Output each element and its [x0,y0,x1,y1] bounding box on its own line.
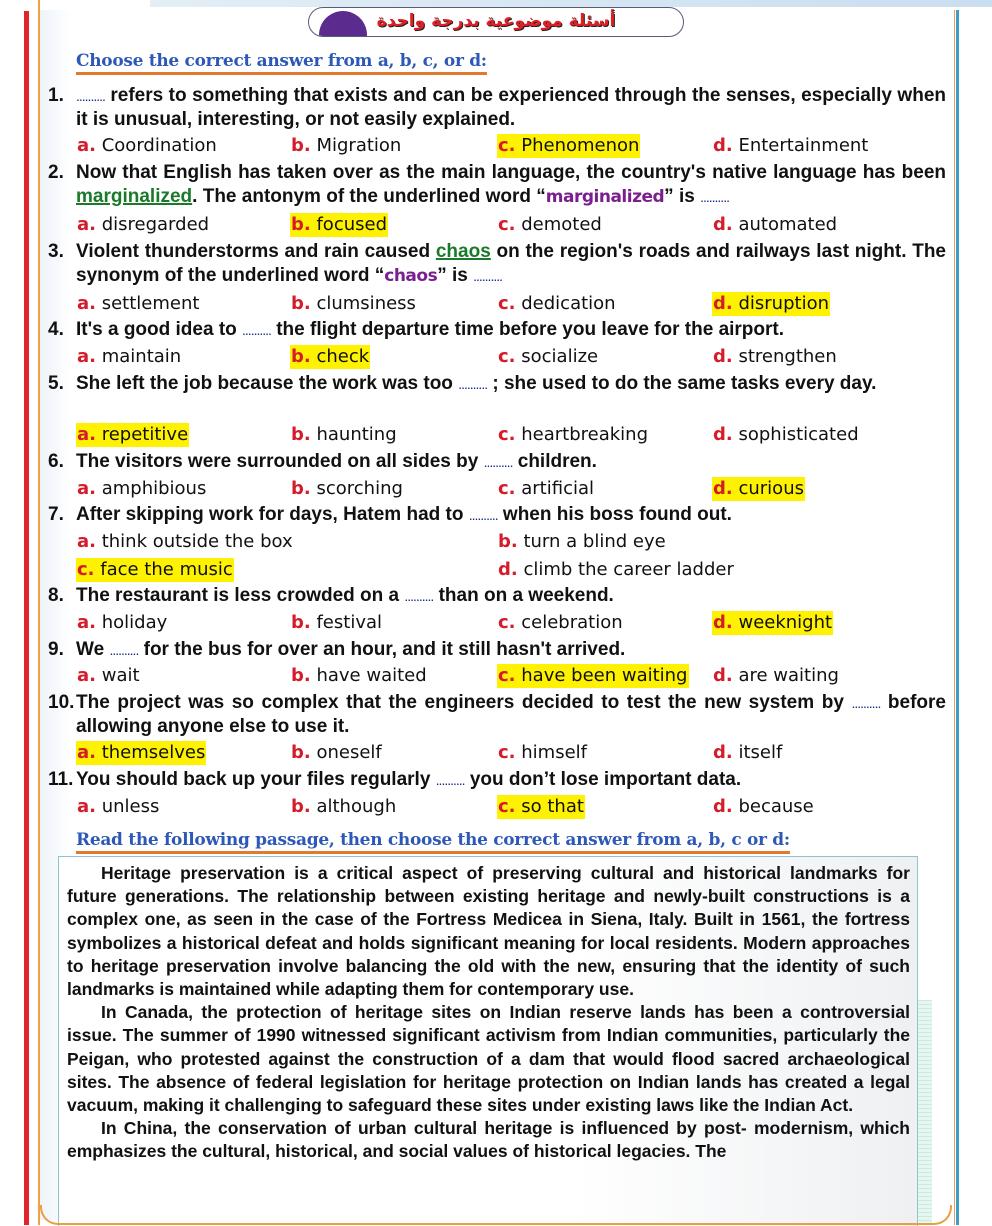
q8-option-a[interactable] [76,611,168,635]
underlined-word: chaos [435,241,491,262]
option-text: settlement [101,293,200,314]
option-text: face the music [100,559,233,580]
passage-paragraph-1: Heritage preservation is a critical aspect of preserving cultural and historical landmarks for future generations. The relationship between existing heritage and newly-built constructions is a complex one, as seen in the case of the Fortress Medicea in Siena, Italy. Built in 1561, the fortress symbolizes a historical defeat and holds significant meaning for local residents. Modern approaches to heritage preservation involve balancing the old with the new, ensuring that the identity of such landmarks is maintained while adapting them for contemporary use. [67,863,910,1000]
option-text: celebration [521,612,623,633]
option-text: Coordination [101,135,217,156]
q8-option-d-correct[interactable] [712,611,833,635]
option-letter: a. [77,612,96,633]
option-letter: a. [77,135,96,156]
right-blue-margin-bar [956,10,959,1225]
question-text-part: than on a weekend. [433,585,614,606]
option-letter: a. [77,742,96,763]
option-letter: c. [498,135,516,156]
q11-option-d[interactable] [712,795,815,819]
option-text: clumsiness [316,293,416,314]
question-text-part: before allowing anyone else to use it. [76,692,946,737]
option-letter: d. [713,796,733,817]
option-text: artificial [521,478,595,499]
question-6 [48,450,946,474]
option-text: curious [738,478,804,499]
option-letter: a. [77,214,96,235]
option-text: weeknight [738,612,833,633]
page-title-banner [308,7,684,37]
q4-option-b-correct[interactable] [290,345,370,369]
option-text: heartbreaking [521,424,649,445]
q1-option-b[interactable] [290,134,402,158]
underlined-word: marginalized [76,186,193,207]
question-text [76,161,946,209]
option-letter: d. [713,424,733,445]
q6-option-b[interactable] [290,477,404,501]
option-letter: c. [498,665,516,686]
question-9 [48,638,946,662]
question-text-part: you don’t lose important data. [464,769,742,790]
option-text: wait [101,665,140,686]
question-text-part: when his boss found out. [497,504,732,525]
question-text-part: . The antonym of the underlined word “ [192,186,546,207]
question-text-part: Now that English has taken over as the main language, the country's native language has been [76,162,946,183]
quoted-word: marginalized [545,187,665,207]
option-letter: a. [77,478,96,499]
option-text: check [316,346,370,367]
option-text: repetitive [101,424,189,445]
q1-option-a[interactable] [76,134,218,158]
q9-option-c-correct[interactable] [497,664,689,688]
option-letter: b. [291,346,311,367]
q10-option-d[interactable] [712,741,783,765]
option-letter: a. [77,424,96,445]
option-letter: c. [498,796,516,817]
answer-blank: .......... [851,695,881,711]
option-text: socialize [521,346,599,367]
option-letter: d. [713,665,733,686]
q7-option-d[interactable] [497,558,735,582]
question-3 [48,240,946,288]
right-orange-rule [954,10,955,1225]
option-letter: a. [77,531,96,552]
option-letter: a. [77,665,96,686]
question-7 [48,503,946,527]
question-number: 10. [48,692,75,713]
answer-blank: .......... [473,268,503,284]
option-text: disruption [738,293,829,314]
question-text-part: You should back up your files regularly [76,769,436,790]
question-text-part: Violent thunderstorms and rain caused [76,241,436,262]
option-letter: d. [713,742,733,763]
question-text [76,503,946,527]
question-4 [48,318,946,342]
option-letter: c. [498,612,516,633]
option-text: itself [738,742,783,763]
q2-option-b-correct[interactable] [290,213,388,237]
q10-option-c[interactable] [497,741,588,765]
question-text-part: It's a good idea to [76,319,243,340]
question-text-part: ; she used to do the same tasks every day. [487,373,877,394]
option-text: holiday [101,612,168,633]
q5-option-a-correct[interactable] [76,423,189,447]
option-text: Entertainment [738,135,869,156]
q2-option-d[interactable] [712,213,838,237]
option-text: oneself [316,742,382,763]
option-letter: b. [291,214,311,235]
q1-option-d[interactable] [712,134,869,158]
answer-blank: .......... [458,376,488,392]
option-letter: d. [713,346,733,367]
option-text: are waiting [738,665,839,686]
q8-option-b[interactable] [290,611,383,635]
q4-option-a[interactable] [76,345,182,369]
option-letter: b. [291,612,311,633]
answer-blank: .......... [242,322,271,338]
passage-paragraph-3: In China, the conservation of urban cultural heritage is influenced by post- modernism, which emphasizes the cultural, historical, and social values of historical legacies. The [67,1118,910,1162]
q3-option-c[interactable] [497,292,617,316]
top-decorative-band [150,0,992,7]
option-text: focused [316,214,388,235]
option-letter: c. [498,346,516,367]
question-number: 9. [48,639,64,660]
q6-option-d-correct[interactable] [712,477,805,501]
option-letter: a. [77,293,96,314]
q8-option-c[interactable] [497,611,624,635]
option-text: maintain [101,346,182,367]
option-text: himself [521,742,587,763]
answer-blank: .......... [109,642,139,658]
quoted-word: chaos [384,266,438,286]
section-heading-reading: Read the following passage, then choose the correct answer from a, b, c or d: [76,830,790,854]
option-text: climb the career ladder [523,559,734,580]
q7-option-a[interactable] [76,530,294,554]
option-text: scorching [316,478,403,499]
q9-option-a[interactable] [76,664,141,688]
option-text: turn a blind eye [523,531,666,552]
option-letter: b. [291,424,311,445]
q9-option-b[interactable] [290,664,428,688]
option-letter: c. [498,742,516,763]
question-number: 3. [48,241,64,262]
q10-option-a-correct[interactable] [76,741,206,765]
option-text: have waited [316,665,427,686]
question-number: 11. [48,769,74,790]
question-text [76,638,946,662]
option-letter: c. [498,214,516,235]
option-text: haunting [316,424,397,445]
q7-option-b[interactable] [497,530,667,554]
question-text-part: refers to something that exists and can be experienced through the senses, especially when it is unusual, interesting, or not easily explained. [76,85,946,130]
question-text-part: the flight departure time before you leave for the airport. [270,319,785,340]
reading-passage [67,862,910,1164]
bottom-orange-frame [40,1205,952,1225]
q6-option-c[interactable] [497,477,595,501]
question-10 [48,691,946,739]
question-number: 8. [48,585,64,606]
q1-option-c-correct[interactable] [497,134,640,158]
option-text: dedication [521,293,616,314]
option-letter: b. [291,478,311,499]
option-letter: b. [498,531,518,552]
question-number: 1. [48,85,64,106]
option-text: think outside the box [101,531,293,552]
option-letter: d. [713,214,733,235]
q5-option-c[interactable] [497,423,649,447]
option-letter: b. [291,665,311,686]
option-letter: d. [713,612,733,633]
question-text-part: ” is [437,265,474,286]
answer-blank: .......... [700,189,729,205]
question-number: 5. [48,373,64,394]
answer-blank: .......... [468,507,498,523]
q3-option-b[interactable] [290,292,417,316]
question-8 [48,584,946,608]
question-text-part: The restaurant is less crowded on a [76,585,405,606]
option-text: festival [316,612,382,633]
q11-option-b[interactable] [290,795,397,819]
question-2 [48,161,946,209]
question-text-part: children. [512,451,597,472]
page-title: أسئلة موضوعية بدرجة واحدة [376,11,616,31]
question-text-part: She left the job because the work was too [76,373,459,394]
question-text [76,240,946,288]
option-text: themselves [101,742,206,763]
q5-option-d[interactable] [712,423,860,447]
option-text: because [738,796,814,817]
option-letter: c. [498,293,516,314]
option-letter: b. [291,135,311,156]
question-text-part: The visitors were surrounded on all sides by [76,451,484,472]
question-text-part: We [76,639,110,660]
answer-blank: .......... [404,588,434,604]
question-number: 7. [48,504,64,525]
q10-option-b[interactable] [290,741,383,765]
option-text: so that [521,796,584,817]
option-text: have been waiting [521,665,688,686]
answer-blank: .......... [483,454,513,470]
option-text: demoted [521,214,602,235]
question-text-part: on the region's roads and railways last night. The synonym of the underlined word “ [76,241,947,286]
left-red-margin-bar [24,11,29,1225]
option-text: amphibious [101,478,207,499]
question-number: 2. [48,162,64,183]
option-letter: d. [713,293,733,314]
option-text: although [316,796,397,817]
option-letter: a. [77,796,96,817]
option-letter: b. [291,796,311,817]
question-text [76,691,946,739]
decorative-grid-strip [918,1000,932,1225]
q3-option-a[interactable] [76,292,200,316]
q4-option-c[interactable] [497,345,599,369]
answer-blank: .......... [76,88,105,104]
option-text: strengthen [738,346,837,367]
question-text-part: The project was so complex that the engineers decided to test the new system by [76,692,852,713]
option-letter: b. [291,742,311,763]
answer-blank: .......... [435,772,465,788]
q7-option-c-correct[interactable] [76,558,234,582]
option-letter: d. [498,559,518,580]
question-text-part: ” is [664,186,701,207]
q9-option-d[interactable] [712,664,840,688]
option-letter: b. [291,293,311,314]
passage-paragraph-2: In Canada, the protection of heritage sites on Indian reserve lands has been a controversial issue. The summer of 1990 witnessed significant activism from Indian communities, particularly the Peigan, who protested against the construction of a dam that would flood sacred archaeological sites. The absence of federal legislation for heritage protection on Indian lands has created a legal vacuum, making it challenging to safeguard these sites under existing laws like the Indian Act. [67,1002,910,1116]
question-number: 6. [48,451,64,472]
option-text: Migration [316,135,402,156]
option-letter: c. [498,478,516,499]
question-text [76,768,946,792]
question-text [76,372,946,396]
q5-option-b[interactable] [290,423,398,447]
q11-option-a[interactable] [76,795,160,819]
option-letter: d. [713,135,733,156]
option-text: automated [738,214,838,235]
question-text [76,318,946,342]
question-text-part: for the bus for over an hour, and it still hasn't arrived. [138,639,626,660]
option-text: sophisticated [738,424,859,445]
question-5 [48,372,946,396]
q2-option-c[interactable] [497,213,603,237]
q6-option-a[interactable] [76,477,207,501]
question-number: 4. [48,319,64,340]
question-1 [48,84,946,132]
q2-option-a[interactable] [76,213,210,237]
section-heading-mcq: Choose the correct answer from a, b, c, or d: [76,51,487,75]
question-text [76,450,946,474]
option-letter: a. [77,346,96,367]
option-text: Phenomenon [521,135,640,156]
option-text: unless [101,796,160,817]
q11-option-c-correct[interactable] [497,795,585,819]
question-text [76,84,946,132]
q4-option-d[interactable] [712,345,838,369]
question-11 [48,768,946,792]
option-letter: c. [77,559,95,580]
question-text [76,584,946,608]
option-text: disregarded [101,214,210,235]
question-text-part: After skipping work for days, Hatem had to [76,504,469,525]
q3-option-d-correct[interactable] [712,292,830,316]
option-letter: c. [498,424,516,445]
option-letter: d. [713,478,733,499]
